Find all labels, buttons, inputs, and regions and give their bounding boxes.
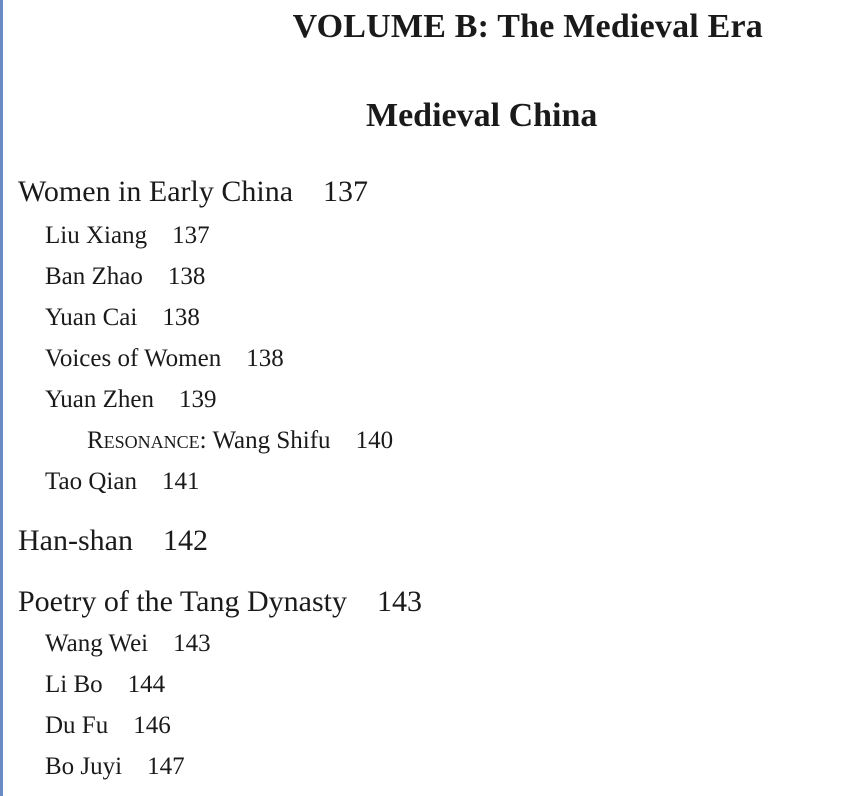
toc-entry-title: Voices of Women [45,345,222,372]
toc-entry-page: 147 [147,753,185,780]
toc-entry-wang-wei[interactable] [45,630,211,658]
toc-entry-page: 137 [323,175,369,208]
toc-entry-voices-of-women[interactable] [45,345,284,373]
volume-title: VOLUME B: The Medieval Era [292,8,763,45]
toc-entry-han-shan[interactable] [18,524,208,558]
toc-entry-page: 144 [127,671,166,698]
toc-entry-ban-zhao[interactable] [45,263,205,291]
toc-entry-bo-juyi[interactable] [45,753,185,781]
toc-entry-page: 142 [162,524,208,557]
toc-entry-title: Du Fu [45,712,109,739]
toc-entry-page: 143 [376,585,422,618]
toc-entry-poetry-of-the-tang-dynasty[interactable] [18,585,422,619]
toc-entry-page: 138 [246,345,284,372]
toc-entry-tao-qian[interactable] [45,468,199,496]
toc-entry-liu-xiang[interactable] [45,222,210,250]
toc-entry-resonance-wang-shifu[interactable] [87,427,393,455]
toc-entry-title: Women in Early China [18,175,294,208]
toc-entry-page: 139 [179,386,217,413]
toc-entry-page: 138 [162,304,200,331]
toc-entry-title: Wang Shifu [212,427,331,454]
toc-entry-title: Wang Wei [45,630,149,657]
toc-entry-page: 138 [167,263,206,290]
toc-entry-page: 140 [355,427,394,454]
toc-entry-page: 143 [173,630,211,657]
toc-entry-title: Bo Juyi [45,753,123,780]
toc-entry-yuan-zhen[interactable] [45,386,217,414]
toc-entry-yuan-cai[interactable] [45,304,200,332]
toc-entry-page: 141 [161,468,200,495]
toc-entry-title: Han-shan [18,524,133,557]
toc-entry-page: 146 [133,712,171,739]
toc-entry-li-bo[interactable] [45,671,165,699]
toc-entry-title: Tao Qian [45,468,137,495]
toc-entry-title: Ban Zhao [45,263,143,290]
toc-entry-prefix: Resonance: [87,427,207,454]
toc-entry-title: Liu Xiang [45,222,148,249]
toc-entry-title: Yuan Cai [45,304,138,331]
toc-entry-women-in-early-china[interactable] [18,175,368,209]
toc-entry-title: Yuan Zhen [45,386,154,413]
toc-entry-page: 137 [172,222,210,249]
toc-entry-title: Poetry of the Tang Dynasty [18,585,347,618]
toc-entry-title: Li Bo [45,671,103,698]
toc-entry-du-fu[interactable] [45,712,171,740]
section-title: Medieval China [366,97,598,134]
